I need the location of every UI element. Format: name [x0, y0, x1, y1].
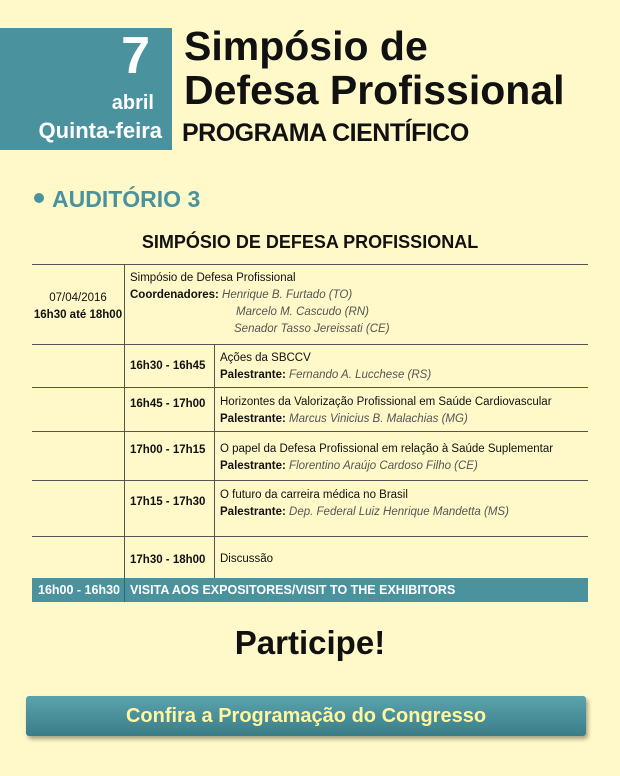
speaker-name: Fernando A. Lucchese (RS) [289, 369, 432, 381]
talk-time: 16h30 - 16h45 [130, 360, 206, 372]
talk-title: O papel da Defesa Profissional em relação à Saúde Suplementar [220, 443, 554, 455]
session-datetime [32, 290, 124, 324]
speaker-label: Palestrante: [220, 506, 286, 518]
date-badge [0, 28, 172, 150]
coordinator: Senador Tasso Jereissati (CE) [234, 323, 390, 335]
coordinators-label: Coordenadores: [130, 289, 219, 301]
participe-heading: Participe! [234, 624, 386, 661]
coordinator: Henrique B. Furtado (TO) [222, 289, 353, 301]
talk-item [220, 350, 585, 384]
page-subtitle: PROGRAMA CIENTÍFICO [182, 119, 469, 147]
table-divider [32, 387, 588, 388]
table-divider [32, 264, 588, 265]
talk-item [220, 394, 588, 428]
talk-item [220, 441, 588, 475]
talk-speaker-row [220, 504, 588, 521]
program-link-button[interactable]: Confira a Programação do Congresso [26, 696, 586, 736]
visit-text: VISITA AOS EXPOSITORES/VISIT TO THE EXHIBITORS [130, 583, 456, 597]
session-time: 16h30 até 18h00 [33, 309, 123, 321]
coordinators-row [130, 287, 580, 304]
talk-time: 16h45 - 17h00 [130, 398, 206, 410]
talk-time: 17h15 - 17h30 [130, 496, 206, 508]
talk-title: O futuro da carreira médica no Brasil [220, 489, 408, 501]
talk-speaker-row [220, 411, 588, 428]
speaker-label: Palestrante: [220, 369, 286, 381]
table-divider [32, 431, 588, 432]
table-divider [124, 264, 125, 578]
table-divider [32, 344, 588, 345]
speaker-label: Palestrante: [220, 460, 286, 472]
date-month: abril [111, 92, 154, 114]
talk-time: 17h30 - 18h00 [130, 554, 206, 566]
visit-time: 16h00 - 16h30 [38, 583, 120, 597]
talk-title: Discussão [220, 553, 274, 565]
speaker-name: Dep. Federal Luiz Henrique Mandetta (MS) [289, 506, 509, 518]
section-label: AUDITÓRIO 3 [52, 186, 201, 212]
talk-time: 17h00 - 17h15 [130, 444, 206, 456]
session-info [130, 270, 580, 338]
table-divider [214, 344, 215, 578]
date-weekday: Quinta-feira [38, 118, 162, 143]
coordinators-row [130, 304, 580, 321]
session-date: 07/04/2016 [49, 292, 107, 304]
session-title: Simpósio de Defesa Profissional [130, 272, 296, 284]
speaker-name: Marcus Vinicius B. Malachias (MG) [289, 413, 468, 425]
talk-title: Ações da SBCCV [220, 352, 311, 364]
exhibitors-visit-bar [32, 578, 588, 602]
page-title-line1: Simpósio de [184, 23, 428, 69]
bullet-icon [34, 193, 44, 203]
talk-speaker-row [220, 458, 588, 475]
coordinator: Marcelo M. Cascudo (RN) [236, 306, 369, 318]
speaker-name: Florentino Araújo Cardoso Filho (CE) [289, 460, 478, 472]
table-divider [32, 480, 588, 481]
page-title-line2: Defesa Profissional [184, 67, 565, 113]
date-day: 7 [121, 27, 150, 85]
talk-speaker-row [220, 367, 585, 384]
table-divider [32, 536, 588, 537]
symposium-title: SIMPÓSIO DE DEFESA PROFISSIONAL [141, 232, 479, 252]
coordinators-row [130, 321, 580, 338]
visit-divider [124, 578, 125, 602]
section-heading [34, 186, 200, 213]
speaker-label: Palestrante: [220, 413, 286, 425]
talk-item [220, 487, 588, 521]
talk-title: Horizontes da Valorização Profissional em Saúde Cardiovascular [220, 396, 552, 408]
